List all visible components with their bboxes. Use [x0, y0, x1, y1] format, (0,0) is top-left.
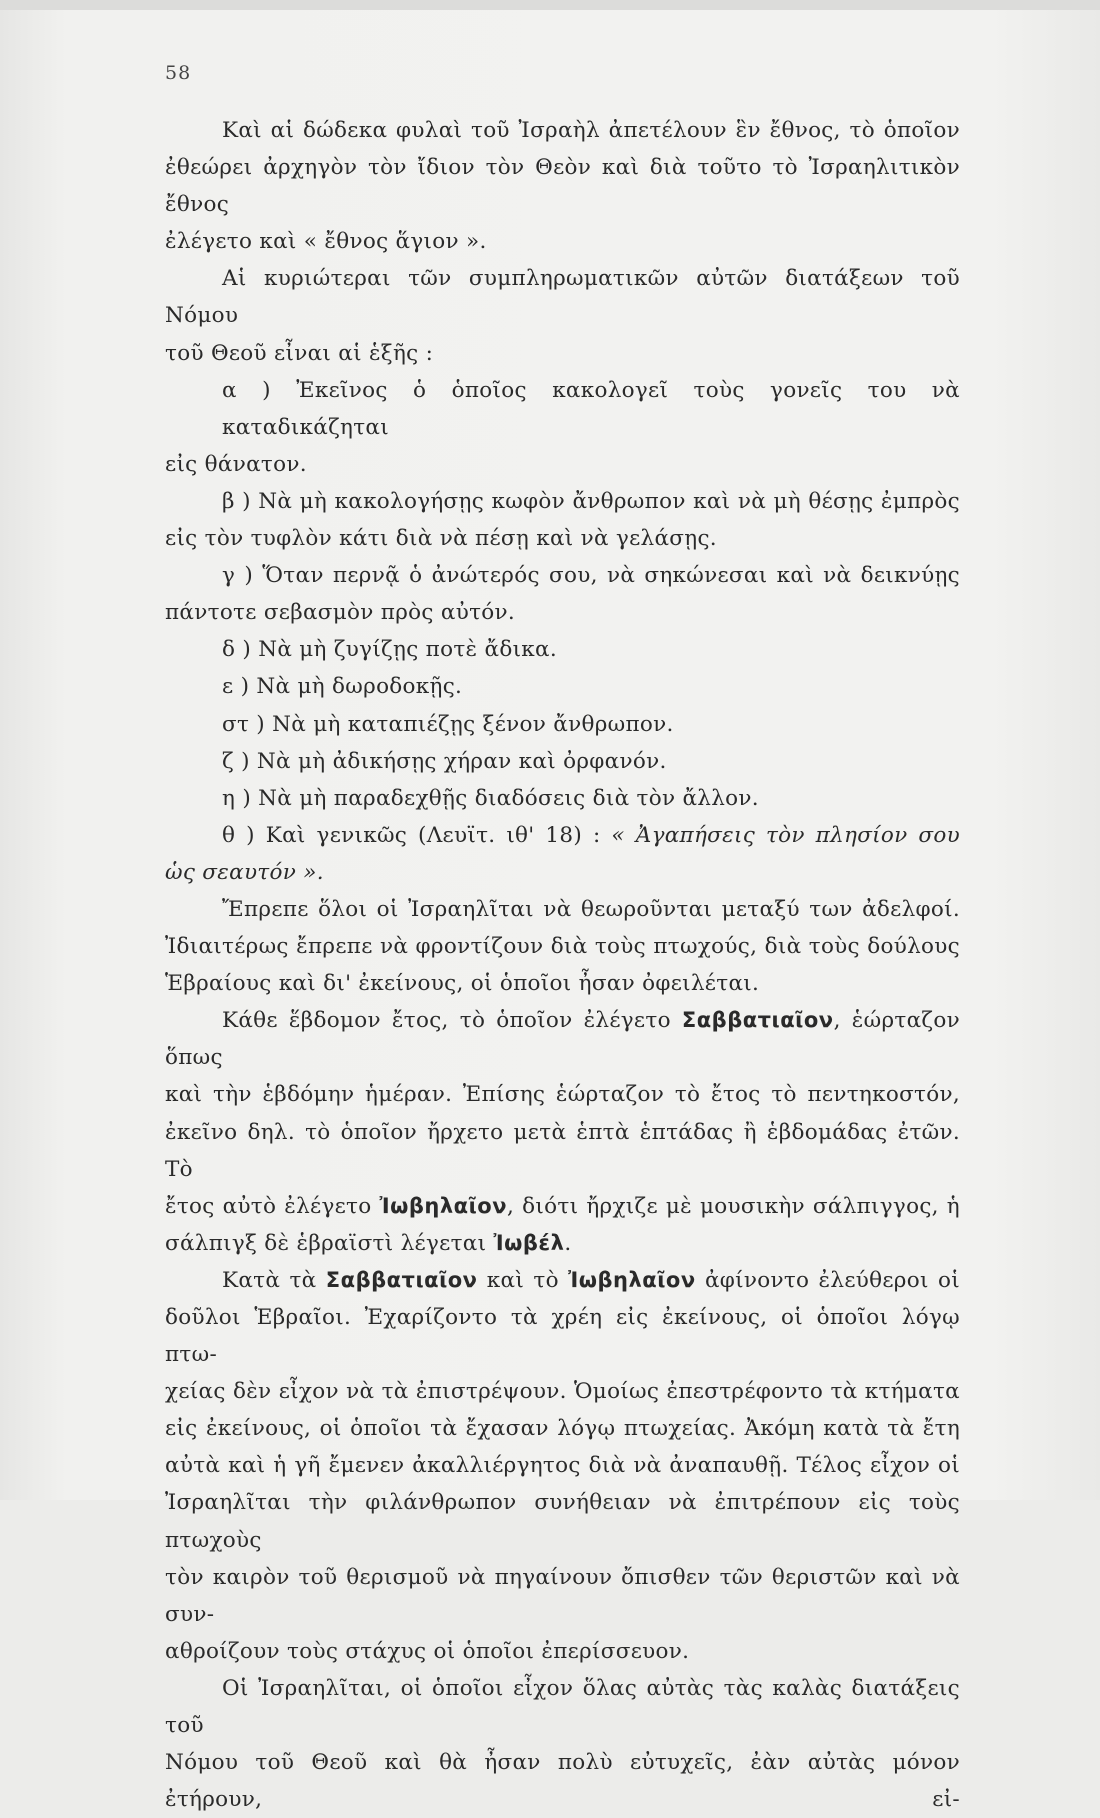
term-sabbatiaion: Σαββατιαῖον: [681, 1008, 834, 1033]
text-line: αὐτὰ καὶ ἡ γῆ ἔμενεν ἀκαλλιέργητος διὰ νὰ ἀναπαυθῇ. Τέλος εἶχον οἱ: [165, 1453, 960, 1479]
text-line: αθροίζουν τοὺς στάχυς οἱ ὁποῖοι ἐπερίσσευον.: [165, 1638, 690, 1664]
text-line: εἰς θάνατον.: [165, 451, 307, 477]
term-iovilaion: Ἰωβηλαῖον: [568, 1267, 696, 1292]
scripture-quote-end: ὡς σεαυτόν ».: [165, 859, 324, 885]
text-line: δοῦλοι Ἑβραῖοι. Ἐχαρίζοντο τὰ χρέη εἰς ἐκείνους, οἱ ὁποῖοι λόγῳ πτω-: [165, 1305, 960, 1368]
text-span: καὶ τὸ: [486, 1267, 559, 1293]
text-line: Καὶ αἱ δώδεκα φυλαὶ τοῦ Ἰσραὴλ ἀπετέλουν ἓν ἔθνος, τὸ ὁποῖον: [222, 118, 960, 143]
page-number: 58: [165, 62, 192, 84]
text-line: Οἱ Ἰσραηλῖται, οἱ ὁποῖοι εἶχον ὅλας αὐτὰς τὰς καλὰς διατάξεις τοῦ: [165, 1675, 960, 1739]
text-line: [165, 1262, 960, 1299]
term-sabbatiaion: Σαββατιαῖον: [325, 1267, 478, 1292]
text-line: εἰς τὸν τυφλὸν κάτι διὰ νὰ πέσῃ καὶ νὰ γελάσῃς.: [165, 526, 717, 552]
text-line: [165, 1002, 960, 1076]
body-text: [165, 112, 960, 1818]
list-item-eta: η ) Νὰ μὴ παραδεχθῇς διαδόσεις διὰ τὸν ἄλλον.: [222, 785, 759, 811]
text-span: .: [564, 1230, 572, 1256]
text-line: [165, 1225, 960, 1262]
list-item-stigma: στ ) Νὰ μὴ καταπιέζῃς ξένον ἄνθρωπον.: [222, 711, 674, 737]
text-line: Αἱ κυριώτεραι τῶν συμπληρωματικῶν αὐτῶν διατάξεων τοῦ Νόμου: [165, 266, 960, 329]
text-line: εἰς ἐκείνους, οἱ ὁποῖοι τὰ ἔχασαν λόγῳ πτωχείας. Ἀκόμη κατὰ τὰ ἔτη: [165, 1416, 960, 1442]
list-item-alpha: α ) Ἐκεῖνος ὁ ὁποῖος κακολογεῖ τοὺς γονεῖς του νὰ καταδικάζηται: [222, 377, 960, 440]
text-span: Κατὰ τὰ: [222, 1267, 317, 1293]
list-item-epsilon: ε ) Νὰ μὴ δωροδοκῇς.: [222, 674, 463, 700]
text-span: ἔτος αὐτὸ ἐλέγετο: [165, 1193, 372, 1219]
text-line: ἐθεώρει ἀρχηγὸν τὸν ἴδιον τὸν Θεὸν καὶ διὰ τοῦτο τὸ Ἰσραηλιτικὸν ἔθνος: [165, 155, 960, 218]
text-line: Ἔπρεπε ὅλοι οἱ Ἰσραηλῖται νὰ θεωροῦνται μεταξύ των ἀδελφοί.: [222, 896, 960, 922]
text-span: Κάθε ἕβδομον ἔτος, τὸ ὁποῖον ἐλέγετο: [222, 1008, 671, 1034]
text-line: Ἰδιαιτέρως ἔπρεπε νὰ φροντίζουν διὰ τοὺς πτωχούς, διὰ τοὺς δούλους: [165, 934, 960, 960]
list-item-beta: β ) Νὰ μὴ κακολογήσῃς κωφὸν ἄνθρωπον καὶ νὰ μὴ θέσῃς ἐμπρὸς: [222, 488, 960, 514]
text-line: τοῦ Θεοῦ εἶναι αἱ ἑξῆς :: [165, 340, 434, 366]
list-item-theta: [165, 817, 960, 854]
list-item-zeta: ζ ) Νὰ μὴ ἀδικήσῃς χήραν καὶ ὀρφανόν.: [222, 748, 667, 774]
text-line: καὶ τὴν ἑβδόμην ἡμέραν. Ἐπίσης ἑώρταζον τὸ ἔτος τὸ πεντηκοστόν,: [165, 1082, 960, 1108]
text-span: , ἑώρταζον ὅπως: [165, 1008, 960, 1071]
text-line: πάντοτε σεβασμὸν πρὸς αὐτόν.: [165, 600, 516, 626]
text-line: χείας δὲν εἶχον νὰ τὰ ἐπιστρέψουν. Ὁμοίως ἐπεστρέφοντο τὰ κτήματα: [165, 1379, 960, 1405]
text-line: Ἰσραηλῖται τὴν φιλάνθρωπον συνήθειαν νὰ ἐπιτρέπουν εἰς τοὺς πτωχοὺς: [165, 1490, 960, 1553]
page-top-edge: [0, 0, 1100, 10]
term-iovilaion: Ἰωβηλαῖον: [379, 1193, 508, 1218]
text-span: σάλπιγξ δὲ ἑβραϊστὶ λέγεται: [165, 1230, 487, 1256]
text-line: τὸν καιρὸν τοῦ θερισμοῦ νὰ πηγαίνουν ὄπισθεν τῶν θεριστῶν καὶ νὰ συν-: [165, 1564, 960, 1627]
text-line: [165, 1188, 960, 1225]
text-line: ἐκεῖνο δηλ. τὸ ὁποῖον ἤρχετο μετὰ ἑπτὰ ἑπτάδας ἢ ἑβδομάδας ἐτῶν. Τὸ: [165, 1119, 960, 1182]
list-item-gamma: γ ) Ὅταν περνᾷ ὁ ἀνώτερός σου, νὰ σηκώνεσαι καὶ νὰ δεικνύῃς: [222, 563, 960, 589]
theta-reference: θ ) Καὶ γενικῶς (Λευϊτ. ιθ' 18) :: [222, 822, 601, 848]
term-iovel: Ἰωβέλ: [493, 1230, 565, 1255]
text-line: Ἑβραίους καὶ δι' ἐκείνους, οἱ ὁποῖοι ἦσαν ὀφειλέται.: [165, 971, 760, 997]
text-line: Νόμου τοῦ Θεοῦ καὶ θὰ ἦσαν πολὺ εὐτυχεῖς, ἐὰν αὐτὰς μόνον ἐτήρουν, εἰ-: [165, 1750, 960, 1813]
text-line: ἐλέγετο καὶ « ἔθνος ἅγιον ».: [165, 229, 487, 255]
text-span: , διότι ἤρχιζε μὲ μουσικὴν σάλπιγγος, ἡ: [507, 1193, 960, 1219]
text-span: ἀφίνοντο ἐλεύθεροι οἱ: [704, 1267, 960, 1293]
scripture-quote: « Ἀγαπήσεις τὸν πλησίον σου: [611, 822, 961, 848]
list-item-delta: δ ) Νὰ μὴ ζυγίζῃς ποτὲ ἄδικα.: [222, 637, 557, 663]
